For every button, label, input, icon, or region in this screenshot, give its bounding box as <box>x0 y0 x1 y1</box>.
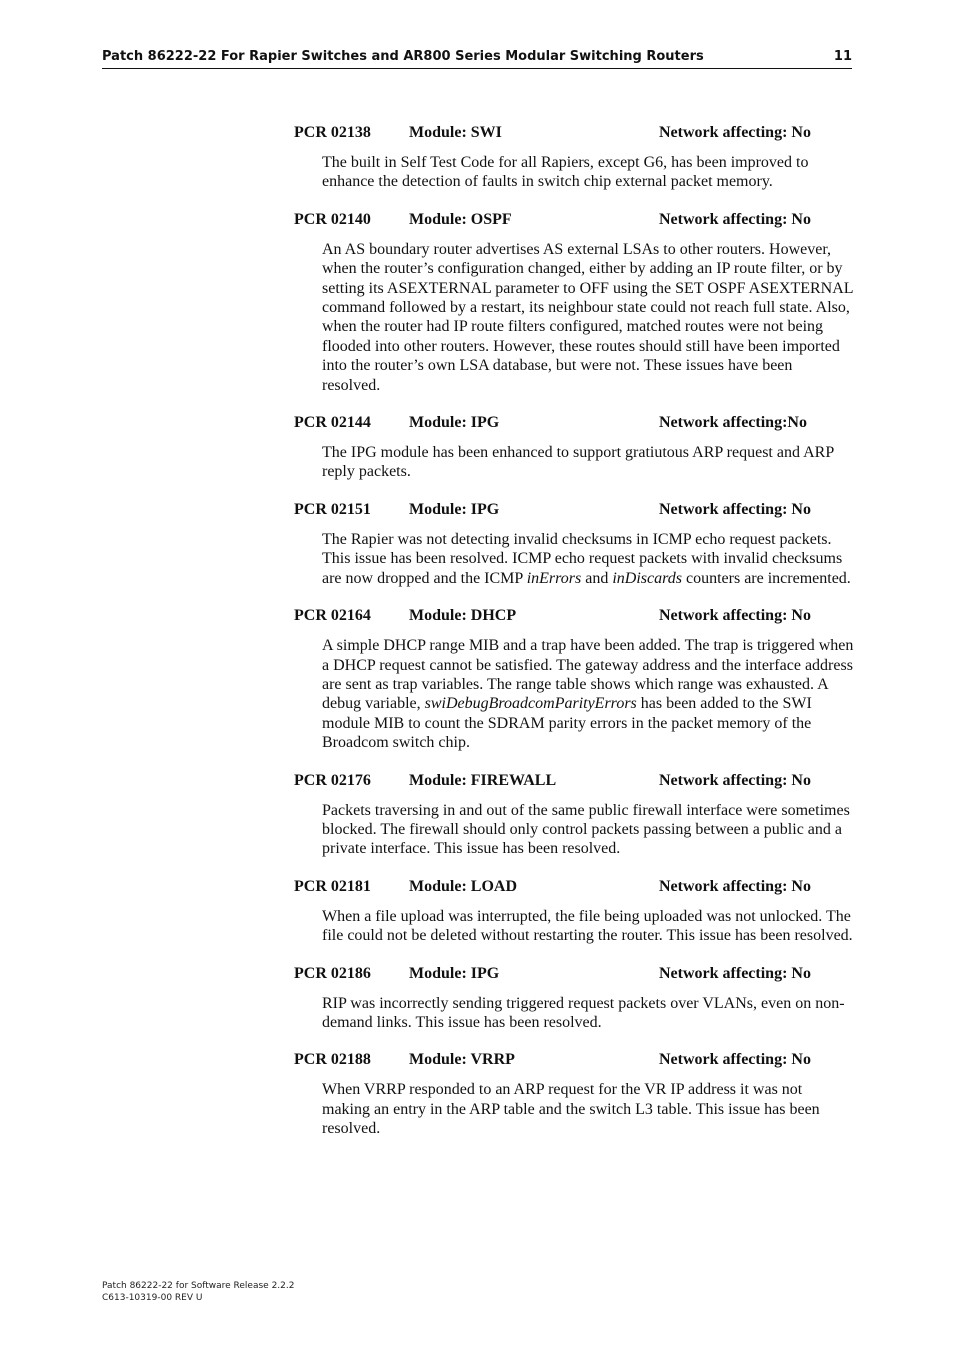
pcr-entry-heading <box>294 878 854 898</box>
pcr-number: PCR 02176 <box>294 771 371 789</box>
pcr-number: PCR 02151 <box>294 500 371 518</box>
pcr-description: When VRRP responded to an ARP request for the VR IP address it was not making an entry in the ARP table and the switch L3 table. This issue has been resolved. <box>322 1081 820 1138</box>
page-footer <box>102 1281 294 1304</box>
pcr-description: Packets traversing in and out of the same public firewall interface were sometimes blocked. The firewall should only control packets passing between a public and a private interface. This issue has been resolved. <box>322 801 850 858</box>
pcr-number: PCR 02181 <box>294 877 371 895</box>
pcr-list <box>294 124 854 1158</box>
pcr-description: RIP was incorrectly sending triggered request packets over VLANs, even on non-demand links. This issue has been resolved. <box>322 994 845 1031</box>
pcr-entry <box>294 965 854 1033</box>
pcr-network-affecting: Network affecting: No <box>659 771 811 789</box>
pcr-entry <box>294 607 854 752</box>
description-text: has been added to the SWI module MIB to count the SDRAM parity errors in the packet memory of the Broadcom switch chip. <box>322 695 812 752</box>
pcr-description: An AS boundary router advertises AS external LSAs to other routers. However, when the router’s configuration changed, either by adding an IP route filter, or by setting its ASEXTERNAL parameter to OFF using the SET OSPF ASEXTERNAL command followed by a restart, its neighbour state could not reach full state. Also, when the router had IP route filters configured, matched routes were not being flooded into other routers. However, these routes should still have been imported into the router’s own LSA database, but were not. These issues have been resolved. <box>322 240 853 394</box>
pcr-module: Module: DHCP <box>409 607 517 625</box>
pcr-description <box>322 636 854 752</box>
pcr-entry <box>294 124 854 192</box>
footer-release: Patch 86222-22 for Software Release 2.2.2 <box>102 1281 295 1291</box>
pcr-entry <box>294 772 854 859</box>
pcr-network-affecting: Network affecting: No <box>659 1051 811 1069</box>
pcr-number: PCR 02140 <box>294 210 371 228</box>
pcr-entry-heading <box>294 211 854 231</box>
mib-variable-name: swiDebugBroadcomParityErrors <box>424 695 637 713</box>
header-title: Patch 86222-22 For Rapier Switches and AR800 Series Modular Switching Routers <box>102 49 704 64</box>
pcr-entry <box>294 501 854 588</box>
pcr-module: Module: FIREWALL <box>409 771 557 789</box>
pcr-module: Module: VRRP <box>409 1051 515 1069</box>
pcr-description: When a file upload was interrupted, the file being uploaded was not unlocked. The file could not be deleted without restarting the router. This issue has been resolved. <box>322 907 853 945</box>
pcr-network-affecting: Network affecting:No <box>659 414 807 432</box>
pcr-module: Module: IPG <box>409 414 500 432</box>
pcr-network-affecting: Network affecting: No <box>659 210 811 228</box>
pcr-number: PCR 02188 <box>294 1051 371 1069</box>
pcr-number: PCR 02186 <box>294 964 371 982</box>
pcr-entry <box>294 211 854 395</box>
pcr-description: The built in Self Test Code for all Rapiers, except G6, has been improved to enhance the detection of faults in switch chip external packet memory. <box>322 154 809 191</box>
pcr-entry <box>294 414 854 482</box>
pcr-number: PCR 02144 <box>294 414 371 432</box>
description-text: The Rapier was not detecting invalid checksums in ICMP echo request packets. This issue has been resolved. ICMP echo request packets with invalid checksums are now dropped and the ICMP <box>322 530 843 587</box>
pcr-network-affecting: Network affecting: No <box>659 500 811 518</box>
description-text: and <box>581 569 613 587</box>
pcr-module: Module: IPG <box>409 500 500 518</box>
pcr-description: The IPG module has been enhanced to support gratiutous ARP request and ARP reply packets. <box>322 444 834 481</box>
pcr-entry-heading <box>294 1051 854 1071</box>
pcr-entry-heading <box>294 124 854 144</box>
mib-variable-name: inErrors <box>526 569 582 587</box>
pcr-module: Module: IPG <box>409 964 500 982</box>
pcr-network-affecting: Network affecting: No <box>659 877 811 895</box>
pcr-entry-heading <box>294 414 854 434</box>
pcr-entry-heading <box>294 501 854 521</box>
pcr-entry-heading <box>294 965 854 985</box>
mib-variable-name: inDiscards <box>612 569 682 587</box>
pcr-network-affecting: Network affecting: No <box>659 607 811 625</box>
pcr-entry <box>294 878 854 946</box>
pcr-module: Module: OSPF <box>409 210 512 228</box>
page-header <box>102 48 852 69</box>
pcr-entry <box>294 1051 854 1138</box>
pcr-network-affecting: Network affecting: No <box>659 124 811 141</box>
page-number: 11 <box>833 49 852 64</box>
pcr-module: Module: SWI <box>409 124 502 141</box>
pcr-network-affecting: Network affecting: No <box>659 964 811 982</box>
pcr-number: PCR 02138 <box>294 124 371 141</box>
pcr-module: Module: LOAD <box>409 877 517 895</box>
pcr-number: PCR 02164 <box>294 607 371 625</box>
footer-document-code: C613-10319-00 REV U <box>102 1292 203 1303</box>
pcr-entry-heading <box>294 772 854 792</box>
pcr-entry-heading <box>294 607 854 627</box>
description-text: counters are incremented. <box>681 569 851 587</box>
pcr-description <box>322 530 854 588</box>
description-text: A simple DHCP range MIB and a trap have been added. The trap is triggered when a DHCP request cannot be satisfied. The gateway address and the interface address are sent as trap variables. The range table shows which range was exhausted. A debug variable, <box>322 637 854 713</box>
